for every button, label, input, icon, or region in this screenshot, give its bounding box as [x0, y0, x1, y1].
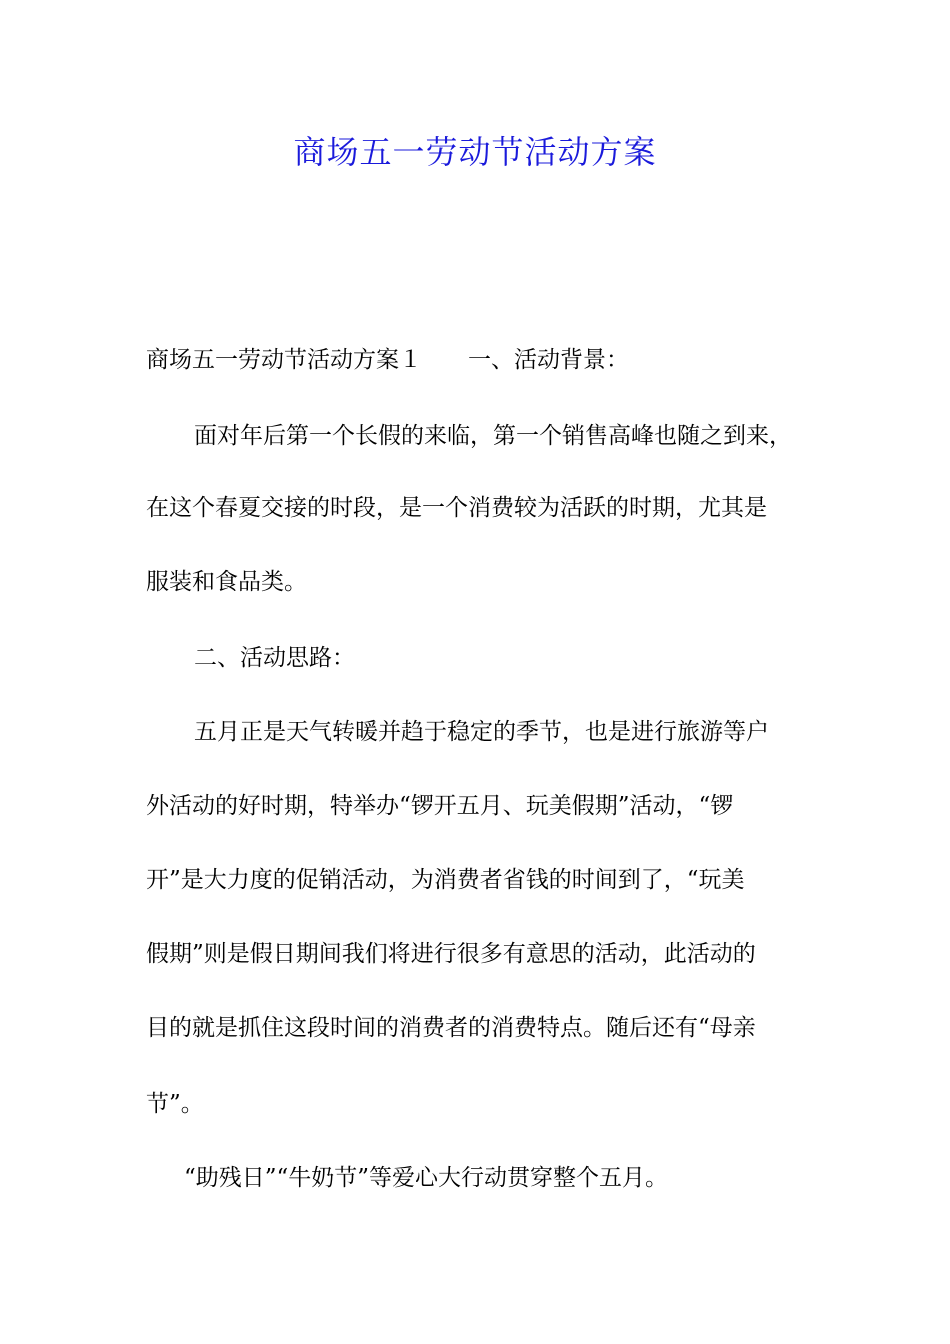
plan-title-inline: 商场五一劳动节活动方案１ [146, 347, 422, 373]
paragraph-line: 在这个春夏交接的时段，是一个消费较为活跃的时期，尤其是 [146, 495, 767, 521]
section-heading-background: 一、活动背景： [468, 347, 629, 373]
paragraph-line: 开”是大力度的促销活动，为消费者省钱的时间到了，“玩美 [146, 867, 745, 893]
paragraph-line: 节”。 [146, 1091, 204, 1117]
paragraph-line: 目的就是抓住这段时间的消费者的消费特点。随后还有“母亲 [146, 1015, 756, 1041]
document-title: 商场五一劳动节活动方案 [293, 133, 657, 171]
paragraph-line: 五月正是天气转暖并趋于稳定的季节，也是进行旅游等户 [194, 719, 769, 745]
paragraph-line: 假期”则是假日期间我们将进行很多有意思的活动，此活动的 [146, 941, 756, 967]
section-heading-ideas: 二、活动思路： [194, 645, 355, 671]
paragraph-line: 服装和食品类。 [146, 569, 307, 595]
paragraph-line: 外活动的好时期，特举办“锣开五月、玩美假期”活动，“锣 [146, 793, 734, 819]
paragraph-line: “助残日”“牛奶节”等爱心大行动贯穿整个五月。 [184, 1165, 669, 1191]
section-heading-line [146, 344, 629, 376]
paragraph-line: 面对年后第一个长假的来临，第一个销售高峰也随之到来， [194, 423, 792, 449]
